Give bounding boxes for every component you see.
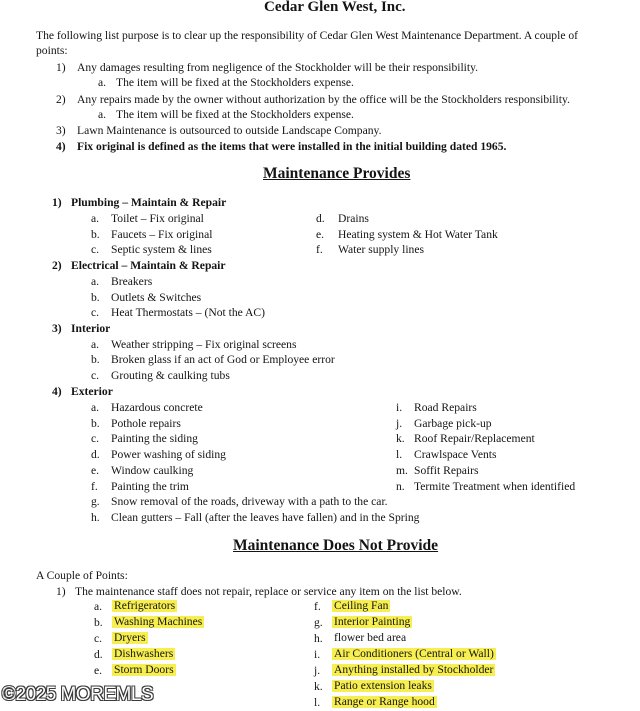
exclusion-b-label: b. bbox=[94, 616, 103, 629]
exterior-d-text: Power washing of siding bbox=[111, 448, 226, 461]
exterior-h-label: h. bbox=[91, 511, 100, 524]
intro-line-2: points: bbox=[36, 44, 68, 57]
exterior-b-text: Pothole repairs bbox=[111, 417, 181, 430]
exterior-m-label: m. bbox=[396, 464, 408, 477]
plumbing-b-text: Faucets – Fix original bbox=[111, 228, 213, 241]
exclusion-a-text: Refrigerators bbox=[114, 599, 176, 612]
exclusion-d-label: d. bbox=[94, 648, 103, 661]
plumbing-num: 1) bbox=[52, 196, 62, 209]
exterior-f-text: Painting the trim bbox=[111, 480, 189, 493]
exclusion-j-label: j. bbox=[314, 664, 321, 677]
plumbing-d-label: d. bbox=[316, 212, 325, 225]
point-1-text: Any damages resulting from negligence of the Stockholder will be their responsibility. bbox=[77, 61, 479, 74]
interior-title: Interior bbox=[71, 322, 111, 335]
electrical-c-text: Heat Thermostats – (Not the AC) bbox=[111, 306, 266, 319]
copyright-watermark: ©2025 MOREMLS bbox=[2, 684, 154, 705]
not-provide-heading: Maintenance Does Not Provide bbox=[233, 537, 439, 554]
point-2-num: 2) bbox=[56, 93, 66, 106]
exterior-c-label: c. bbox=[91, 432, 100, 445]
exterior-l-text: Crawlspace Vents bbox=[414, 448, 497, 461]
exterior-g-label: g. bbox=[91, 495, 100, 508]
plumbing-a-text: Toilet – Fix original bbox=[111, 212, 204, 225]
not-provide-point-num: 1) bbox=[56, 585, 66, 598]
plumbing-e-text: Heating system & Hot Water Tank bbox=[338, 228, 498, 241]
exclusion-h-label: h. bbox=[314, 632, 323, 645]
interior-b-label: b. bbox=[91, 353, 100, 366]
exterior-c-text: Painting the siding bbox=[111, 432, 198, 445]
plumbing-d-text: Drains bbox=[338, 212, 369, 225]
not-provide-point-text: The maintenance staff does not repair, replace or service any item on the list below. bbox=[75, 585, 462, 598]
exclusion-g-label: g. bbox=[314, 616, 323, 629]
exclusion-f-label: f. bbox=[314, 600, 321, 613]
exclusion-e-text: Storm Doors bbox=[114, 663, 174, 676]
point-2a-text: The item will be fixed at the Stockholders expense. bbox=[116, 108, 354, 121]
exterior-l-label: l. bbox=[396, 448, 403, 461]
exclusion-e-label: e. bbox=[94, 664, 103, 677]
exterior-k-text: Roof Repair/Replacement bbox=[414, 432, 535, 445]
electrical-num: 2) bbox=[52, 259, 62, 272]
plumbing-f-label: f. bbox=[316, 243, 323, 256]
exclusion-h-text: flower bed area bbox=[334, 631, 407, 644]
intro-line-1: The following list purpose is to clear up the responsibility of Cedar Glen West Maintenance Department. A couple of bbox=[36, 29, 579, 42]
exterior-i-text: Road Repairs bbox=[414, 401, 477, 414]
electrical-b-label: b. bbox=[91, 291, 100, 304]
exterior-b-label: b. bbox=[91, 417, 100, 430]
exterior-num: 4) bbox=[52, 385, 62, 398]
not-provide-intro: A Couple of Points: bbox=[36, 569, 128, 582]
plumbing-e-label: e. bbox=[316, 228, 325, 241]
exterior-f-label: f. bbox=[91, 480, 98, 493]
point-3-num: 3) bbox=[56, 124, 66, 137]
exterior-d-label: d. bbox=[91, 448, 100, 461]
interior-a-label: a. bbox=[91, 338, 100, 351]
exclusion-g-text: Interior Painting bbox=[334, 615, 411, 628]
interior-a-text: Weather stripping – Fix original screens bbox=[111, 338, 297, 351]
point-1a-text: The item will be fixed at the Stockholders expense. bbox=[116, 76, 354, 89]
exterior-j-label: j. bbox=[396, 417, 403, 430]
exclusion-c-text: Dryers bbox=[114, 631, 146, 644]
exterior-m-text: Soffit Repairs bbox=[414, 464, 479, 477]
exclusion-j-text: Anything installed by Stockholder bbox=[334, 663, 494, 676]
plumbing-c-text: Septic system & lines bbox=[111, 243, 212, 256]
exterior-i-label: i. bbox=[396, 401, 403, 414]
electrical-b-text: Outlets & Switches bbox=[111, 291, 202, 304]
exterior-a-label: a. bbox=[91, 401, 100, 414]
exterior-e-label: e. bbox=[91, 464, 100, 477]
point-2a-num: a. bbox=[98, 108, 107, 121]
exterior-j-text: Garbage pick-up bbox=[414, 417, 492, 430]
plumbing-c-label: c. bbox=[91, 243, 100, 256]
interior-b-text: Broken glass if an act of God or Employee error bbox=[111, 353, 335, 366]
point-3-text: Lawn Maintenance is outsourced to outside Landscape Company. bbox=[77, 124, 382, 137]
plumbing-f-text: Water supply lines bbox=[338, 243, 425, 256]
exclusion-c-label: c. bbox=[94, 632, 103, 645]
exterior-e-text: Window caulking bbox=[111, 464, 194, 477]
provides-heading: Maintenance Provides bbox=[263, 165, 411, 182]
electrical-a-text: Breakers bbox=[111, 275, 153, 288]
plumbing-b-label: b. bbox=[91, 228, 100, 241]
point-1-num: 1) bbox=[56, 61, 66, 74]
exterior-k-label: k. bbox=[396, 432, 405, 445]
exclusion-b-text: Washing Machines bbox=[114, 615, 203, 628]
exterior-g-text: Snow removal of the roads, driveway with a path to the car. bbox=[111, 495, 388, 508]
exclusion-i-label: i. bbox=[314, 648, 321, 661]
exterior-n-text: Termite Treatment when identified bbox=[414, 480, 576, 493]
exterior-n-label: n. bbox=[396, 480, 405, 493]
exclusion-a-label: a. bbox=[94, 600, 103, 613]
point-4-text: Fix original is defined as the items that were installed in the initial building dated 1965. bbox=[77, 140, 507, 153]
point-4-num: 4) bbox=[56, 140, 66, 153]
plumbing-title: Plumbing – Maintain & Repair bbox=[71, 196, 227, 209]
interior-c-label: c. bbox=[91, 369, 100, 382]
exterior-title: Exterior bbox=[71, 385, 113, 398]
point-1a-num: a. bbox=[98, 76, 107, 89]
point-2-text: Any repairs made by the owner without authorization by the office will be the Stockholders responsibility. bbox=[77, 93, 570, 106]
exclusion-k-text: Patio extension leaks bbox=[334, 679, 432, 692]
interior-num: 3) bbox=[52, 322, 62, 335]
exterior-h-text: Clean gutters – Fall (after the leaves have fallen) and in the Spring bbox=[111, 511, 420, 524]
electrical-c-label: c. bbox=[91, 306, 100, 319]
exclusion-k-label: k. bbox=[314, 680, 323, 693]
exclusion-l-text: Range or Range hood bbox=[334, 695, 435, 708]
exclusion-l-label: l. bbox=[314, 696, 321, 709]
plumbing-a-label: a. bbox=[91, 212, 100, 225]
electrical-a-label: a. bbox=[91, 275, 100, 288]
electrical-title: Electrical – Maintain & Repair bbox=[71, 259, 226, 272]
page-title: Cedar Glen West, Inc. bbox=[264, 0, 406, 15]
exclusion-i-text: Air Conditioners (Central or Wall) bbox=[334, 647, 494, 660]
exclusion-d-text: Dishwashers bbox=[114, 647, 174, 660]
exterior-a-text: Hazardous concrete bbox=[111, 401, 203, 414]
exclusion-f-text: Ceiling Fan bbox=[334, 599, 389, 612]
interior-c-text: Grouting & caulking tubs bbox=[111, 369, 230, 382]
